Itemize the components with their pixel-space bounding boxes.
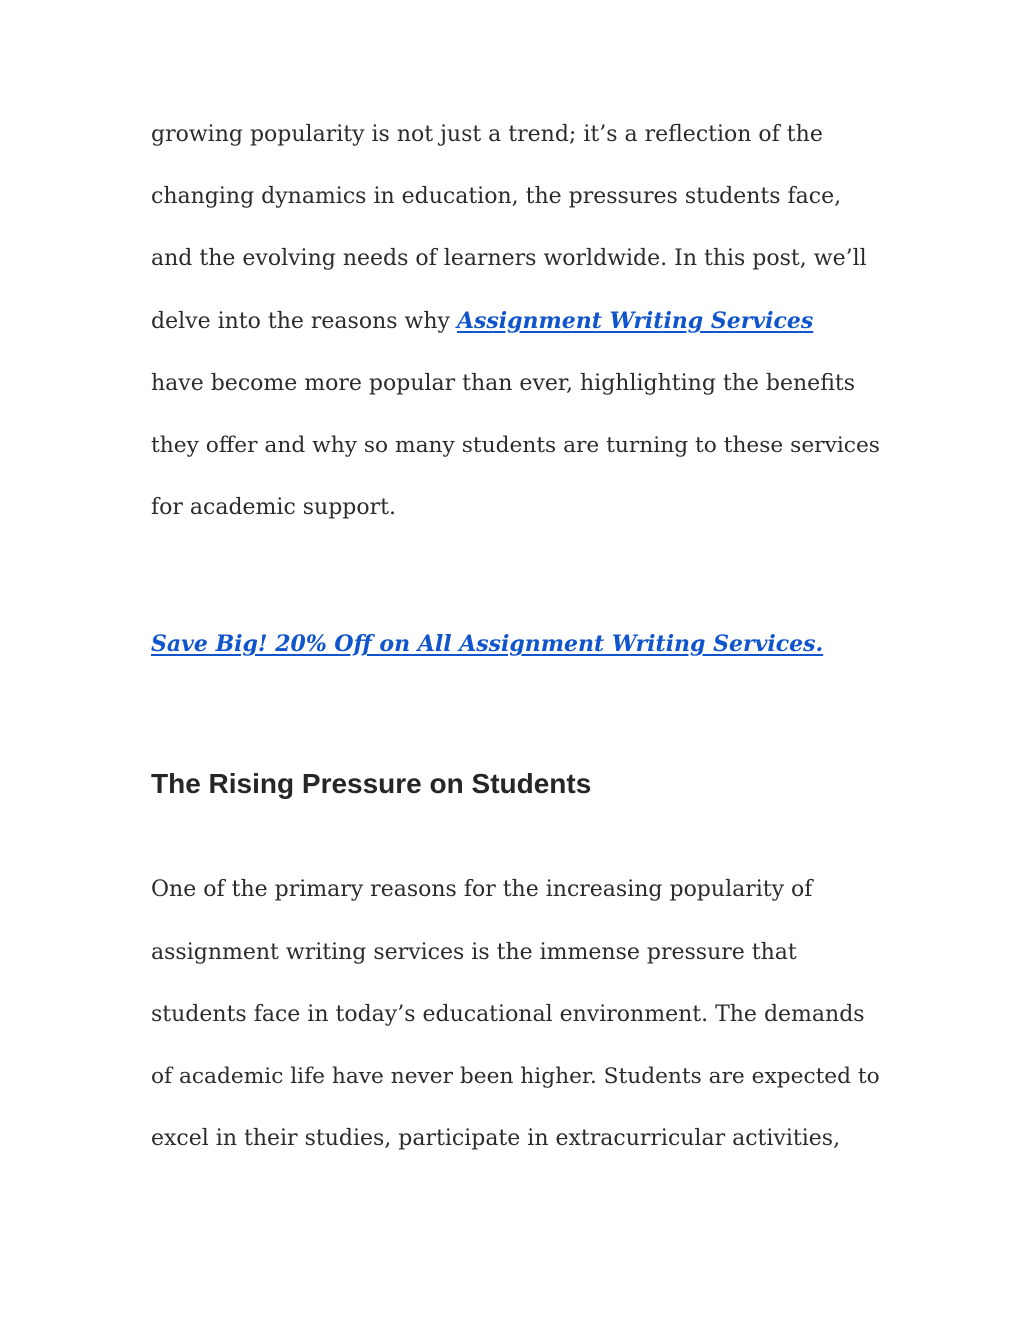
paragraph-1-line-5: have become more popular than ever, highlighting the benefits [151,371,856,396]
paragraph-1-line-3: and the evolving needs of learners worldwide. In this post, we’ll [151,246,867,271]
paragraph-1-line-1: growing popularity is not just a trend; it’s a reflection of the [151,122,823,147]
paragraph-1-line-4 [151,306,813,337]
paragraph-1-line-6: they offer and why so many students are turning to these services [151,433,880,458]
promo-line [151,629,823,660]
paragraph-1-line-4-text: delve into the reasons why [151,309,457,334]
promo-link[interactable]: Save Big! 20% Off on All Assignment Writing Services. [151,631,824,657]
paragraph-2-line-2: assignment writing services is the immense pressure that [151,940,797,965]
paragraph-2-line-5: excel in their studies, participate in extracurricular activities, [151,1126,841,1151]
paragraph-1-line-2: changing dynamics in education, the pressures students face, [151,184,842,209]
section-heading: The Rising Pressure on Students [151,768,592,799]
paragraph-2-line-4: of academic life have never been higher. Students are expected to [151,1064,880,1089]
paragraph-2-line-3: students face in today’s educational environment. The demands [151,1002,865,1027]
paragraph-1-line-7: for academic support. [151,495,396,520]
paragraph-2-line-1: One of the primary reasons for the increasing popularity of [151,877,813,902]
assignment-writing-services-link[interactable]: Assignment Writing Services [456,308,814,334]
